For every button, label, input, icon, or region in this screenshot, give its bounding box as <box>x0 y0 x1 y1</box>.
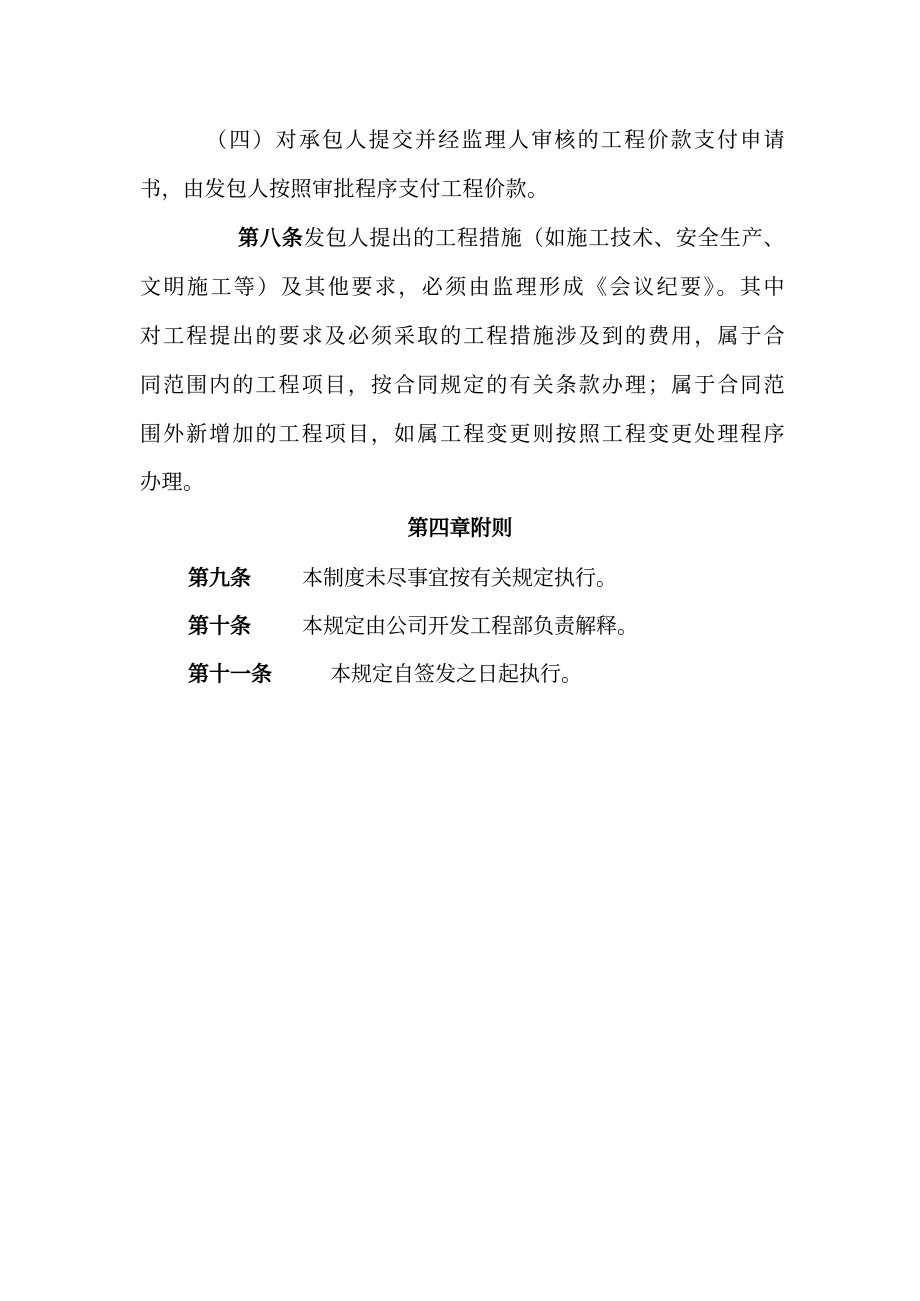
article-8-label: 第八条 <box>238 225 304 250</box>
article-11 <box>188 659 748 689</box>
article-9 <box>188 563 748 593</box>
article-10-label: 第十条 <box>188 613 251 638</box>
chapter-heading: 第四章附则 <box>407 515 513 540</box>
article-9-label: 第九条 <box>188 565 251 590</box>
article-8-line-4: 同范围内的工程项目，按合同规定的有关条款办理；属于合同范 <box>140 373 785 397</box>
article-8-line-5: 围外新增加的工程项目，如属工程变更则按照工程变更处理程序 <box>140 422 785 446</box>
clause-four-line-2: 书，由发包人按照审批程序支付工程价款。 <box>140 177 549 201</box>
article-8-line-1-text: 发包人提出的工程措施（如施工技术、安全生产、 <box>303 226 785 250</box>
article-8-line-1 <box>238 223 785 253</box>
article-8-line-2: 文明施工等）及其他要求，必须由监理形成《会议纪要》。其中 <box>140 275 785 299</box>
article-11-label: 第十一条 <box>188 661 272 686</box>
article-10 <box>188 611 748 641</box>
article-8-line-6: 办理。 <box>140 470 205 494</box>
clause-four-line-1: （四）对承包人提交并经监理人审核的工程价款支付申请 <box>206 128 785 152</box>
article-11-text: 本规定自签发之日起执行。 <box>330 662 582 686</box>
article-8-line-3: 对工程提出的要求及必须采取的工程措施涉及到的费用，属于合 <box>140 324 785 348</box>
article-10-text: 本规定由公司开发工程部负责解释。 <box>302 614 638 638</box>
article-9-text: 本制度未尽事宜按有关规定执行。 <box>302 566 617 590</box>
